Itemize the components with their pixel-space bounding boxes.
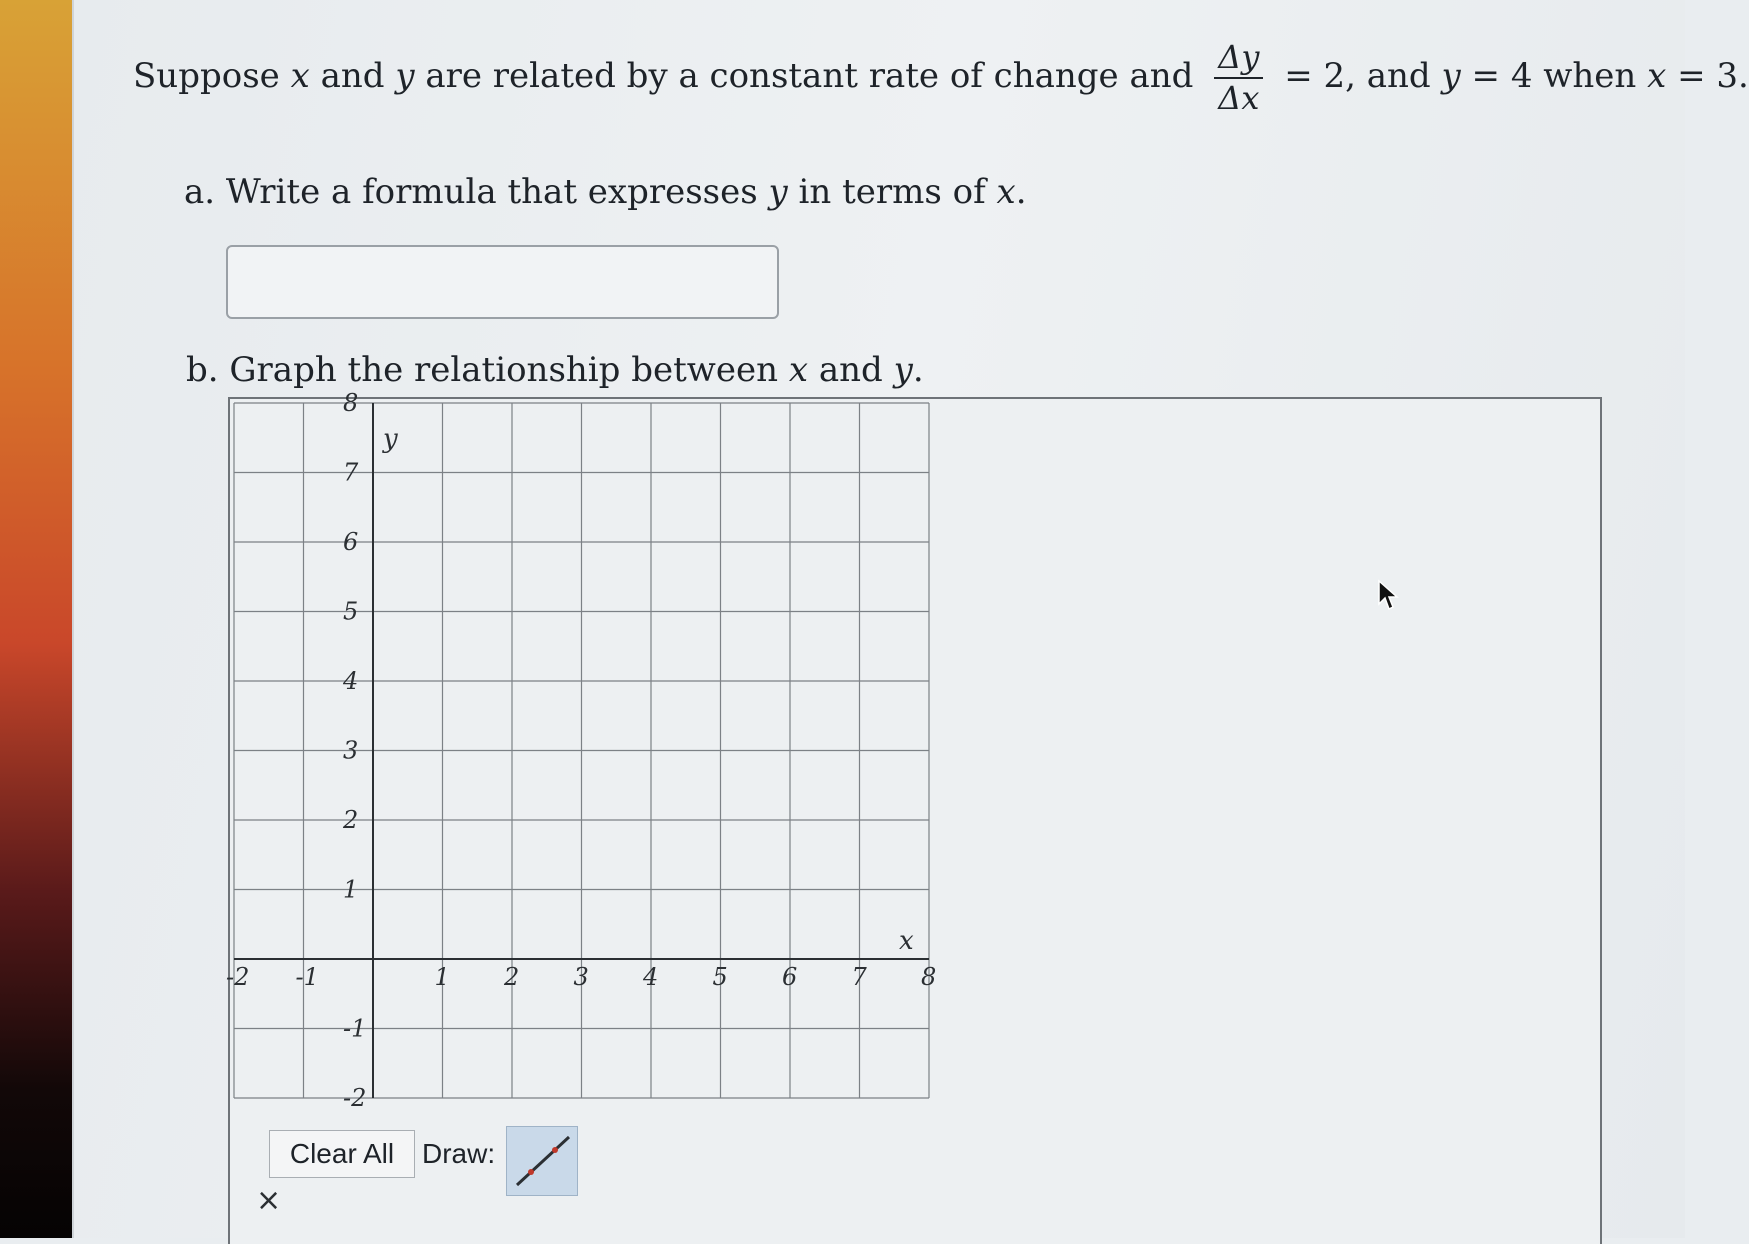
y-tick-label: 3 [343,736,359,765]
stem-var-y: y [395,56,415,97]
part-b-text: and [808,350,894,390]
y-tick-label: 1 [343,875,359,904]
part-b-text: b. Graph the relationship between [186,350,789,390]
fraction-numerator: Δy [1214,40,1263,79]
question-stem [133,40,1749,116]
part-b-prompt [186,350,924,390]
x-tick-label: -2 [226,963,250,991]
part-a-prompt [184,172,1027,212]
part-a-text: . [1015,172,1027,212]
y-tick-label: 7 [343,458,359,487]
part-a-text: in terms of [787,172,997,212]
mouse-cursor-icon [1378,580,1400,612]
draw-line-tool-button[interactable] [506,1126,578,1196]
coordinate-grid[interactable] [226,389,988,1117]
stem-text: and [309,56,396,97]
y-tick-label: 4 [343,667,359,695]
draw-label: Draw: [422,1138,496,1169]
x-tick-label: 7 [851,963,867,991]
line-segment-icon [507,1127,579,1197]
x-tick-label: 4 [643,963,659,991]
part-a-text: a. Write a formula that expresses [184,172,769,212]
x-tick-label: 3 [573,963,589,991]
stem-text: Suppose [133,56,291,97]
x-tick-label: 6 [782,963,798,991]
part-a-var-x: x [996,172,1016,212]
formula-answer-input[interactable] [226,245,779,319]
x-tick-label: 5 [712,963,728,991]
y-tick-label: -1 [343,1014,367,1043]
y-tick-label: 8 [343,389,359,417]
x-tick-label: 2 [504,963,520,991]
stem-text: = 3. [1666,56,1749,97]
clear-all-button[interactable] [269,1130,415,1178]
part-a-var-y: y [768,172,788,212]
x-axis-label: x [899,926,914,956]
x-tick-label: -1 [295,963,319,991]
y-tick-label: 2 [343,806,359,834]
fraction-denominator: Δx [1218,79,1260,118]
y-axis-label: y [383,424,398,454]
part-b-var-y: y [893,350,913,390]
rate-fraction [1214,40,1263,116]
x-tick-label: 8 [921,963,937,991]
y-tick-label: -2 [343,1084,367,1112]
stem-text: = 4 when [1460,56,1648,97]
y-tick-label: 5 [343,597,359,626]
part-b-text: . [912,350,924,390]
grid-lines [234,403,929,1098]
delete-icon[interactable]: × [256,1183,282,1218]
stem-text: = 2, and [1273,56,1442,97]
y-tick-label: 6 [343,528,359,556]
stem-var-x: x [1647,56,1667,97]
part-b-var-x: x [788,350,809,390]
x-tick-label: 1 [434,963,450,991]
stem-text: are related by a constant rate of change and [414,56,1205,97]
stem-var-x: x [290,56,310,97]
stem-var-y: y [1441,56,1461,97]
clear-all-label: Clear All [289,1138,395,1169]
